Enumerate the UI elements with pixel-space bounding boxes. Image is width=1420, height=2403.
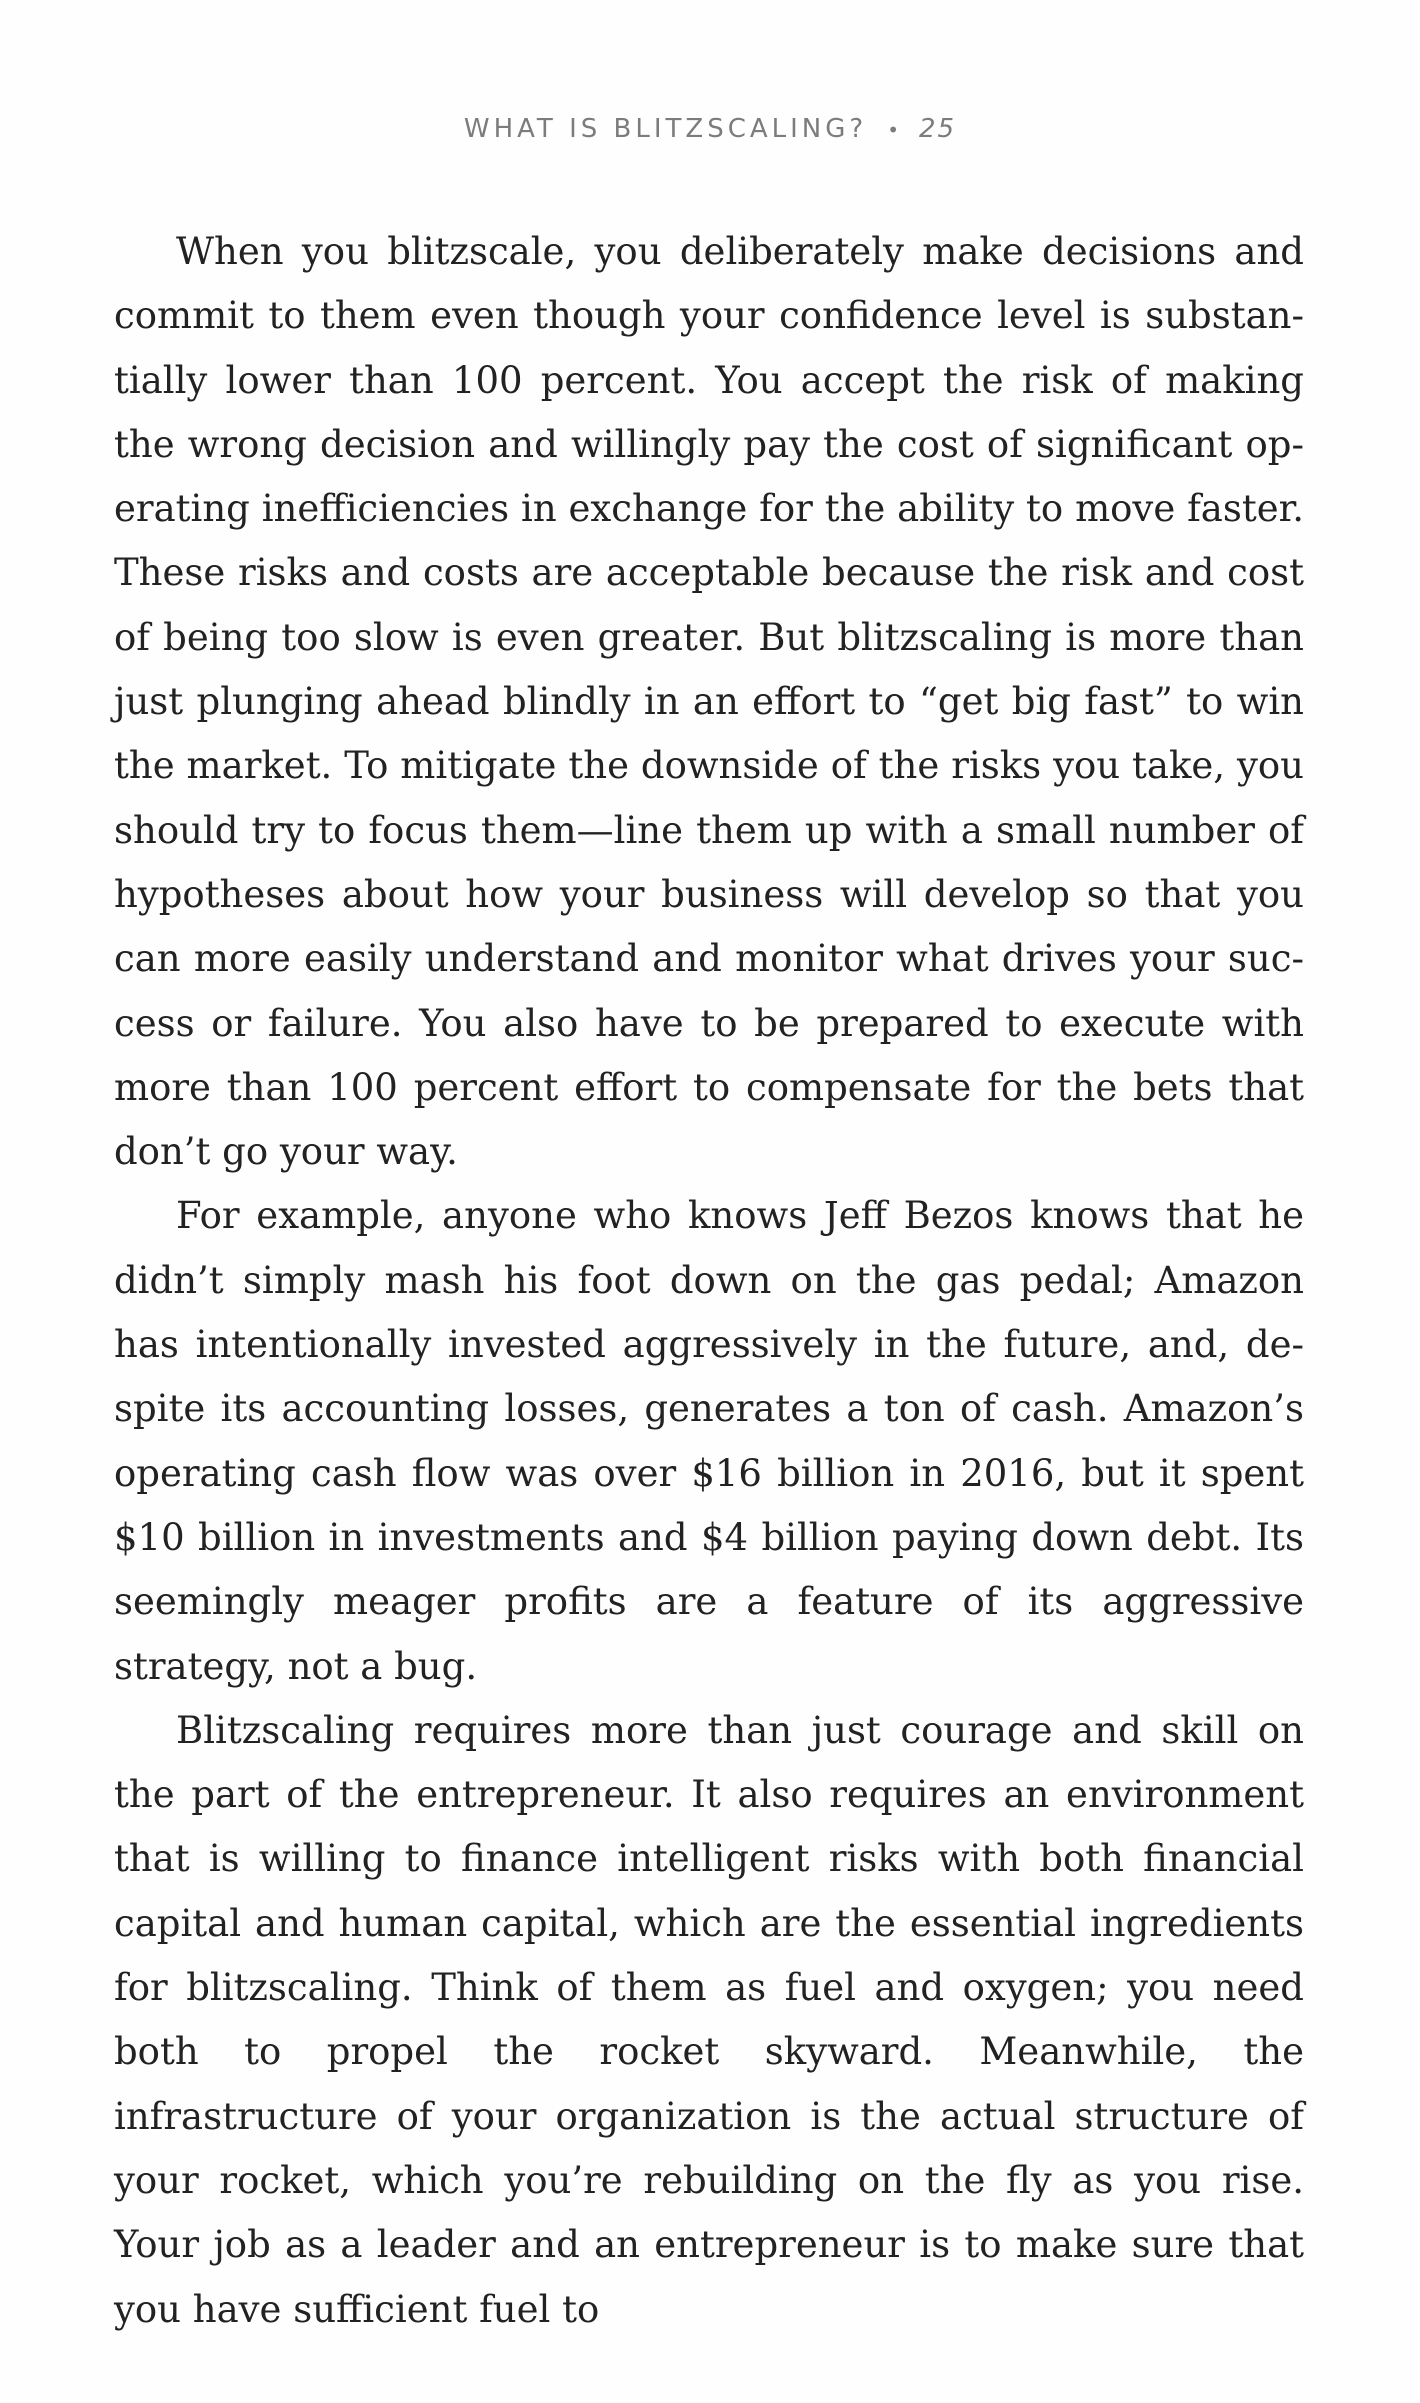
running-head bbox=[0, 114, 1420, 144]
separator-bullet: • bbox=[887, 117, 899, 142]
page-number: 25 bbox=[919, 114, 957, 144]
chapter-title: WHAT IS BLITZSCALING? bbox=[463, 114, 868, 144]
paragraph-1: When you blitzscale, you deliberately make decisions and commit to them even though your confidence level is substantially lower than 100 percent. You accept the risk of making the wrong decision and willingly pay the cost of significant operating inefficiencies in exchange for the ability to move faster. These risks and costs are acceptable because the risk and cost of being too slow is even greater. But blitzscaling is more than just plunging ahead blindly in an effort to “get big fast” to win the market. To mitigate the downside of the risks you take, you should try to focus them—line them up with a small number of hypotheses about how your business will develop so that you can more easily understand and monitor what drives your success or failure. You also have to be prepared to execute with more than 100 percent effort to compensate for the bets that don’t go your way. bbox=[114, 230, 1304, 1174]
body-text bbox=[114, 220, 1304, 2342]
paragraph-3: Blitzscaling requires more than just courage and skill on the part of the entrepreneur. It also requires an environment that is willing to finance intelligent risks with both financial capital and human capital, which are the essential ingredients for blitzscaling. Think of them as fuel and oxygen; you need both to propel the rocket skyward. Meanwhile, the infrastructure of your organization is the actual structure of your rocket, which you’re rebuilding on the fly as you rise. Your job as a leader and an entrepreneur is to make sure that you have sufficient fuel to bbox=[114, 1708, 1304, 2331]
paragraph-2: For example, anyone who knows Jeff Bezos knows that he didn’t simply mash his foot down on the gas pedal; Amazon has intentionally invested aggressively in the future, and, despite its accounting losses, generates a ton of cash. Amazon’s operating cash flow was over $16 billion in 2016, but it spent $10 billion in investments and $4 billion paying down debt. Its seemingly meager profits are a feature of its aggressive strategy, not a bug. bbox=[114, 1194, 1304, 1688]
